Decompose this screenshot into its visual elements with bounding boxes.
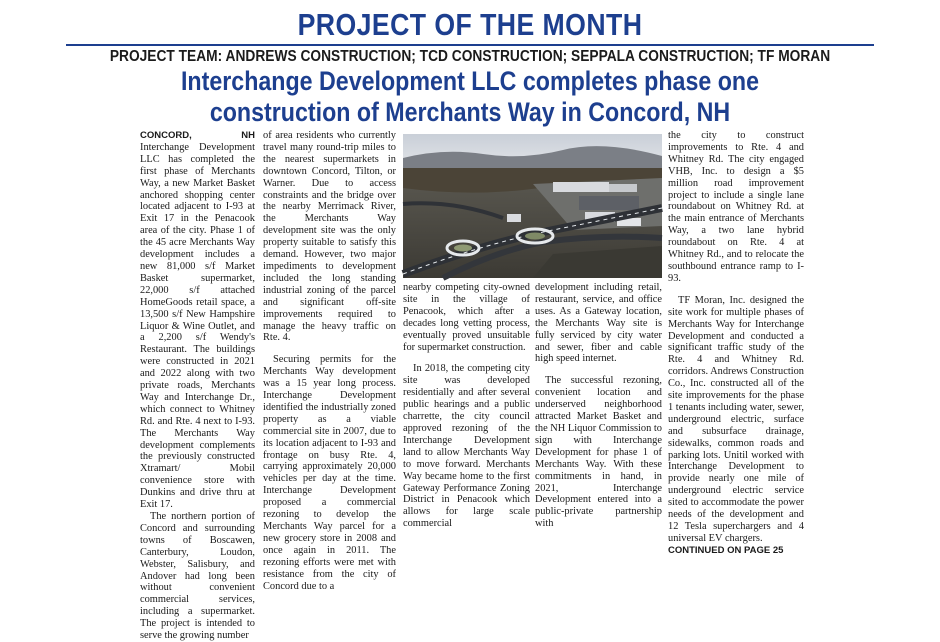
article-paragraph: Securing permits for the Merchants Way development was a 15 year long process. Interchange Development identified the industrially zoned property as a viable commercial site in 2007, due to its location adjacent to I-93 and frontage on busy Rte. 4, carrying approximately 20,000 vehicles per day at the time. Interchange Development proposed a commercial rezoning to develop the Merchants Way parcel for a new grocery store in 2008 and once again in 2011. The rezoning efforts were met with resistance from the city of Concord due to a bbox=[263, 354, 396, 592]
article-column-4 bbox=[535, 282, 662, 530]
article-column-1 bbox=[140, 130, 255, 642]
dateline: CONCORD, NH bbox=[140, 130, 255, 141]
article-column-5 bbox=[668, 130, 804, 556]
article-paragraph: of area residents who currently travel many round-trip miles to the nearest supermarkets in downtown Concord, Tilton, or Warner. Due to access constraints and the bridge over the nearby Merrimack River, the Merchants Way development site was the only property suitable to satisfy this demand. However, two major impediments to development included the long standing industrial zoning of the parcel and significant off-site improvements required to manage the heavy traffic on Rte. 4. bbox=[263, 130, 396, 344]
section-banner: PROJECT OF THE MONTH bbox=[297, 7, 643, 42]
article-paragraph: The northern portion of Concord and surrounding towns of Boscawen, Canterbury, Loudon, Webster, Salisbury, and Andover had long been without convenient commercial services, including a supermarket. The project is intended to serve the growing number bbox=[140, 511, 255, 642]
article-paragraph: The successful rezoning, convenient location and underserved neighborhood attracted Market Basket and the NH Liquor Commission to sign with Interchange Development for phase 1 of Merchants Way. With these commitments in hand, in 2021, Interchange Development entered into a public-private partnership with bbox=[535, 375, 662, 530]
aerial-photo bbox=[403, 134, 662, 278]
article-column-3 bbox=[403, 282, 530, 530]
article-headline bbox=[66, 66, 874, 130]
banner-rule bbox=[66, 44, 874, 46]
project-team-line: PROJECT TEAM: ANDREWS CONSTRUCTION; TCD CONSTRUCTION; SEPPALA CONSTRUCTION; TF MORAN bbox=[109, 48, 831, 65]
article-paragraph: nearby competing city-owned site in the village of Penacook, which after a decades long vetting process, eventually proved unsuitable for supermarket construction. bbox=[403, 282, 530, 353]
headline-line-2: construction of Merchants Way in Concord, NH bbox=[209, 97, 731, 127]
article-paragraph: In 2018, the competing city site was developed residentially and after several public hearings and a public charrette, the city council approved rezoning of the Interchange Development land to allow Merchants Way to move forward. Merchants Way became home to the first Gateway Performance Zoning District in Penacook which allows for large scale commercial bbox=[403, 363, 530, 530]
article-paragraph: TF Moran, Inc. designed the site work for multiple phases of Merchants Way for Interchange Development and conducted a significant traffic study of the Rte. 4 and Whitney Rd. corridors. Andrews Construction Co., Inc. constructed all of the site improvements for the phase 1 tenants including water, sewer, underground electric, surface and subsurface drainage, sidewalks, common roads and parking lots. Unitil worked with Interchange Development to provide nearly one mile of underground electric service sited to accommodate the power needs of the development and 12 Tesla superchargers and 4 universal EV chargers. bbox=[668, 294, 804, 544]
headline-line-1: Interchange Development LLC completes phase one bbox=[180, 66, 760, 96]
article-column-2 bbox=[263, 130, 396, 592]
aerial-photo-icon bbox=[403, 134, 662, 278]
article-paragraph: CONCORD, NH Interchange Development LLC has completed the first phase of Merchants Way, a new Market Basket anchored shopping center located adjacent to I-93 at Exit 17 in the Penacook area of the city. Phase 1 of the 45 acre Merchants Way development includes a new 81,000 s/f Market Basket supermarket, 22,000 s/f attached HomeGoods retail space, a 13,500 s/f New Hampshire Liquor & Wine Outlet, and a 2,200 s/f Wendy's Restaurant. The buildings were constructed in 2021 and 2022 along with two private roads, Merchants Way and Interchange Dr., which connect to Whitney Rd. and Rte. 4 next to I-93. The Merchants Way development complements the previously constructed Xtramart/ Mobil convenience store with Dunkins and drive thru at Exit 17. bbox=[140, 130, 255, 511]
continued-note: CONTINUED ON PAGE 25 bbox=[668, 544, 784, 556]
article-paragraph: the city to construct improvements to Rte. 4 and Whitney Rd. The city engaged VHB, Inc. to design a $5 million road improvement project to include a single lane roundabout on Whitney Rd. at the main entrance of Merchants Way, a two lane hybrid roundabout on Rte. 4 at Whitney Rd., and to relocate the southbound entrance ramp to I-93. bbox=[668, 130, 804, 284]
article-paragraph: development including retail, restaurant, service, and office uses. As a Gateway location, the Merchants Way site is fully serviced by city water and sewer, fiber and cable high speed internet. bbox=[535, 282, 662, 365]
